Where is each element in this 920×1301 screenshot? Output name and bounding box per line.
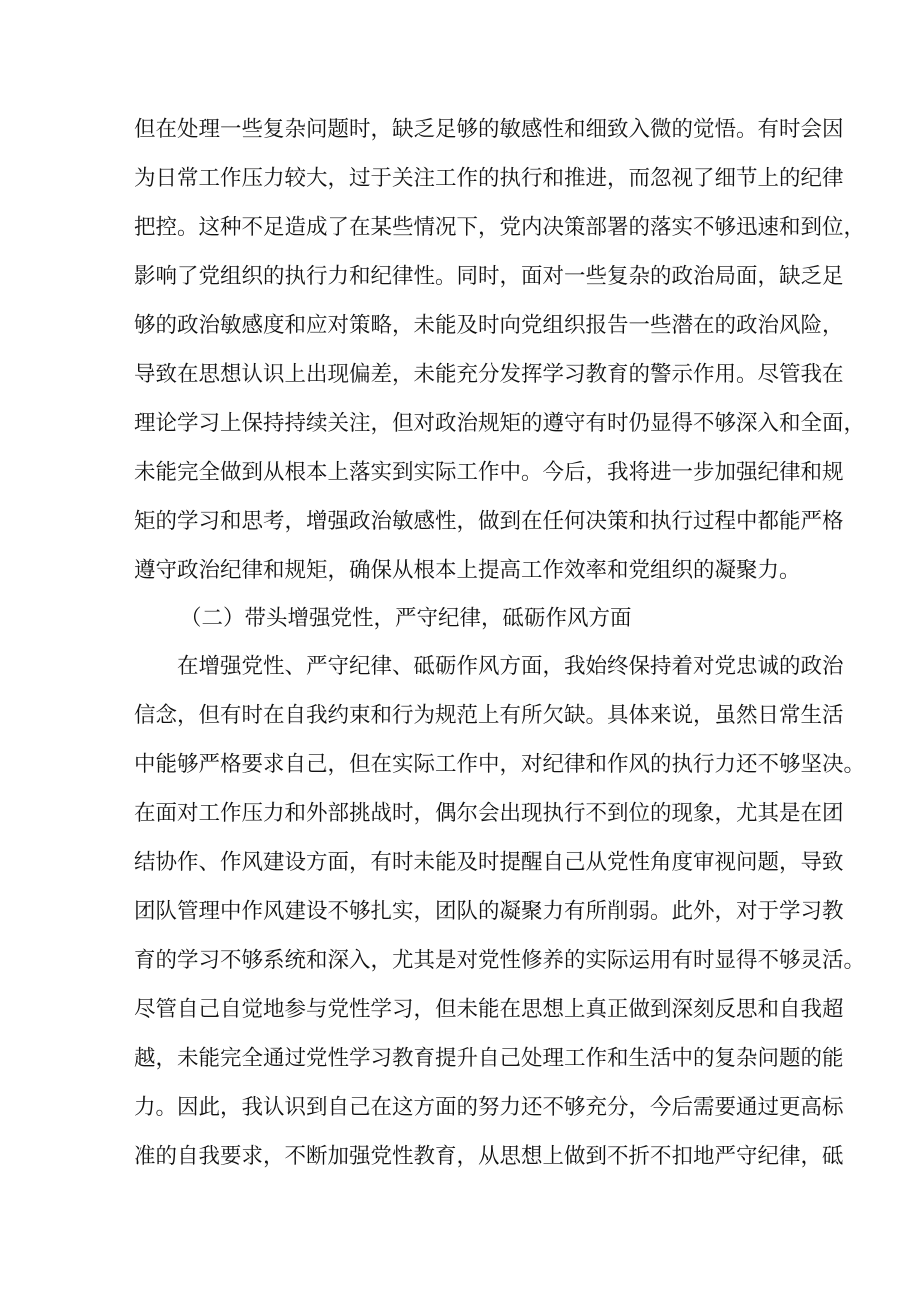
- text-line: 影响了党组织的执行力和纪律性。同时，面对一些复杂的政治局面，缺乏足: [134, 264, 844, 289]
- text-line: 尽管自己自觉地参与党性学习，但未能在思想上真正做到深刻反思和自我超: [134, 997, 844, 1022]
- text-line: 育的学习不够系统和深入，尤其是对党性修养的实际运用有时显得不够灵活。: [134, 948, 866, 973]
- text-line: 理论学习上保持持续关注，但对政治规矩的遵守有时仍显得不够深入和全面，: [134, 411, 866, 436]
- text-line: 矩的学习和思考，增强政治敏感性，做到在任何决策和执行过程中都能严格: [134, 509, 844, 534]
- text-line: 结协作、作风建设方面，有时未能及时提醒自己从党性角度审视问题，导致: [134, 850, 844, 875]
- text-line: 遵守政治纪律和规矩，确保从根本上提高工作效率和党组织的凝聚力。: [134, 558, 801, 583]
- text-line: 力。因此，我认识到自己在这方面的努力还不够充分，今后需要通过更高标: [134, 1095, 844, 1120]
- text-line: 导致在思想认识上出现偏差，未能充分发挥学习教育的警示作用。尽管我在: [134, 362, 844, 387]
- text-line: 未能完全做到从根本上落实到实际工作中。今后，我将进一步加强纪律和规: [134, 460, 844, 485]
- text-line: 准的自我要求，不断加强党性教育，从思想上做到不折不扣地严守纪律，砥: [134, 1144, 844, 1169]
- text-line: 在增强党性、严守纪律、砥砺作风方面，我始终保持着对党忠诚的政治: [177, 654, 844, 679]
- text-line: 在面对工作压力和外部挑战时，偶尔会出现执行不到位的现象，尤其是在团: [134, 801, 844, 826]
- section-heading: （二）带头增强党性，严守纪律，砥砺作风方面: [180, 606, 632, 631]
- text-line: 中能够严格要求自己，但在实际工作中，对纪律和作风的执行力还不够坚决。: [134, 752, 866, 777]
- text-line: 信念，但有时在自我约束和行为规范上有所欠缺。具体来说，虽然日常生活: [134, 703, 844, 728]
- text-line: 为日常工作压力较大，过于关注工作的执行和推进，而忽视了细节上的纪律: [134, 166, 844, 191]
- text-line: 把控。这种不足造成了在某些情况下，党内决策部署的落实不够迅速和到位，: [134, 215, 866, 240]
- text-line: 团队管理中作风建设不够扎实，团队的凝聚力有所削弱。此外，对于学习教: [134, 899, 844, 924]
- text-line: 但在处理一些复杂问题时，缺乏足够的敏感性和细致入微的觉悟。有时会因: [134, 117, 844, 142]
- text-line: 越，未能完全通过党性学习教育提升自己处理工作和生活中的复杂问题的能: [134, 1046, 844, 1071]
- text-line: 够的政治敏感度和应对策略，未能及时向党组织报告一些潜在的政治风险，: [134, 313, 844, 338]
